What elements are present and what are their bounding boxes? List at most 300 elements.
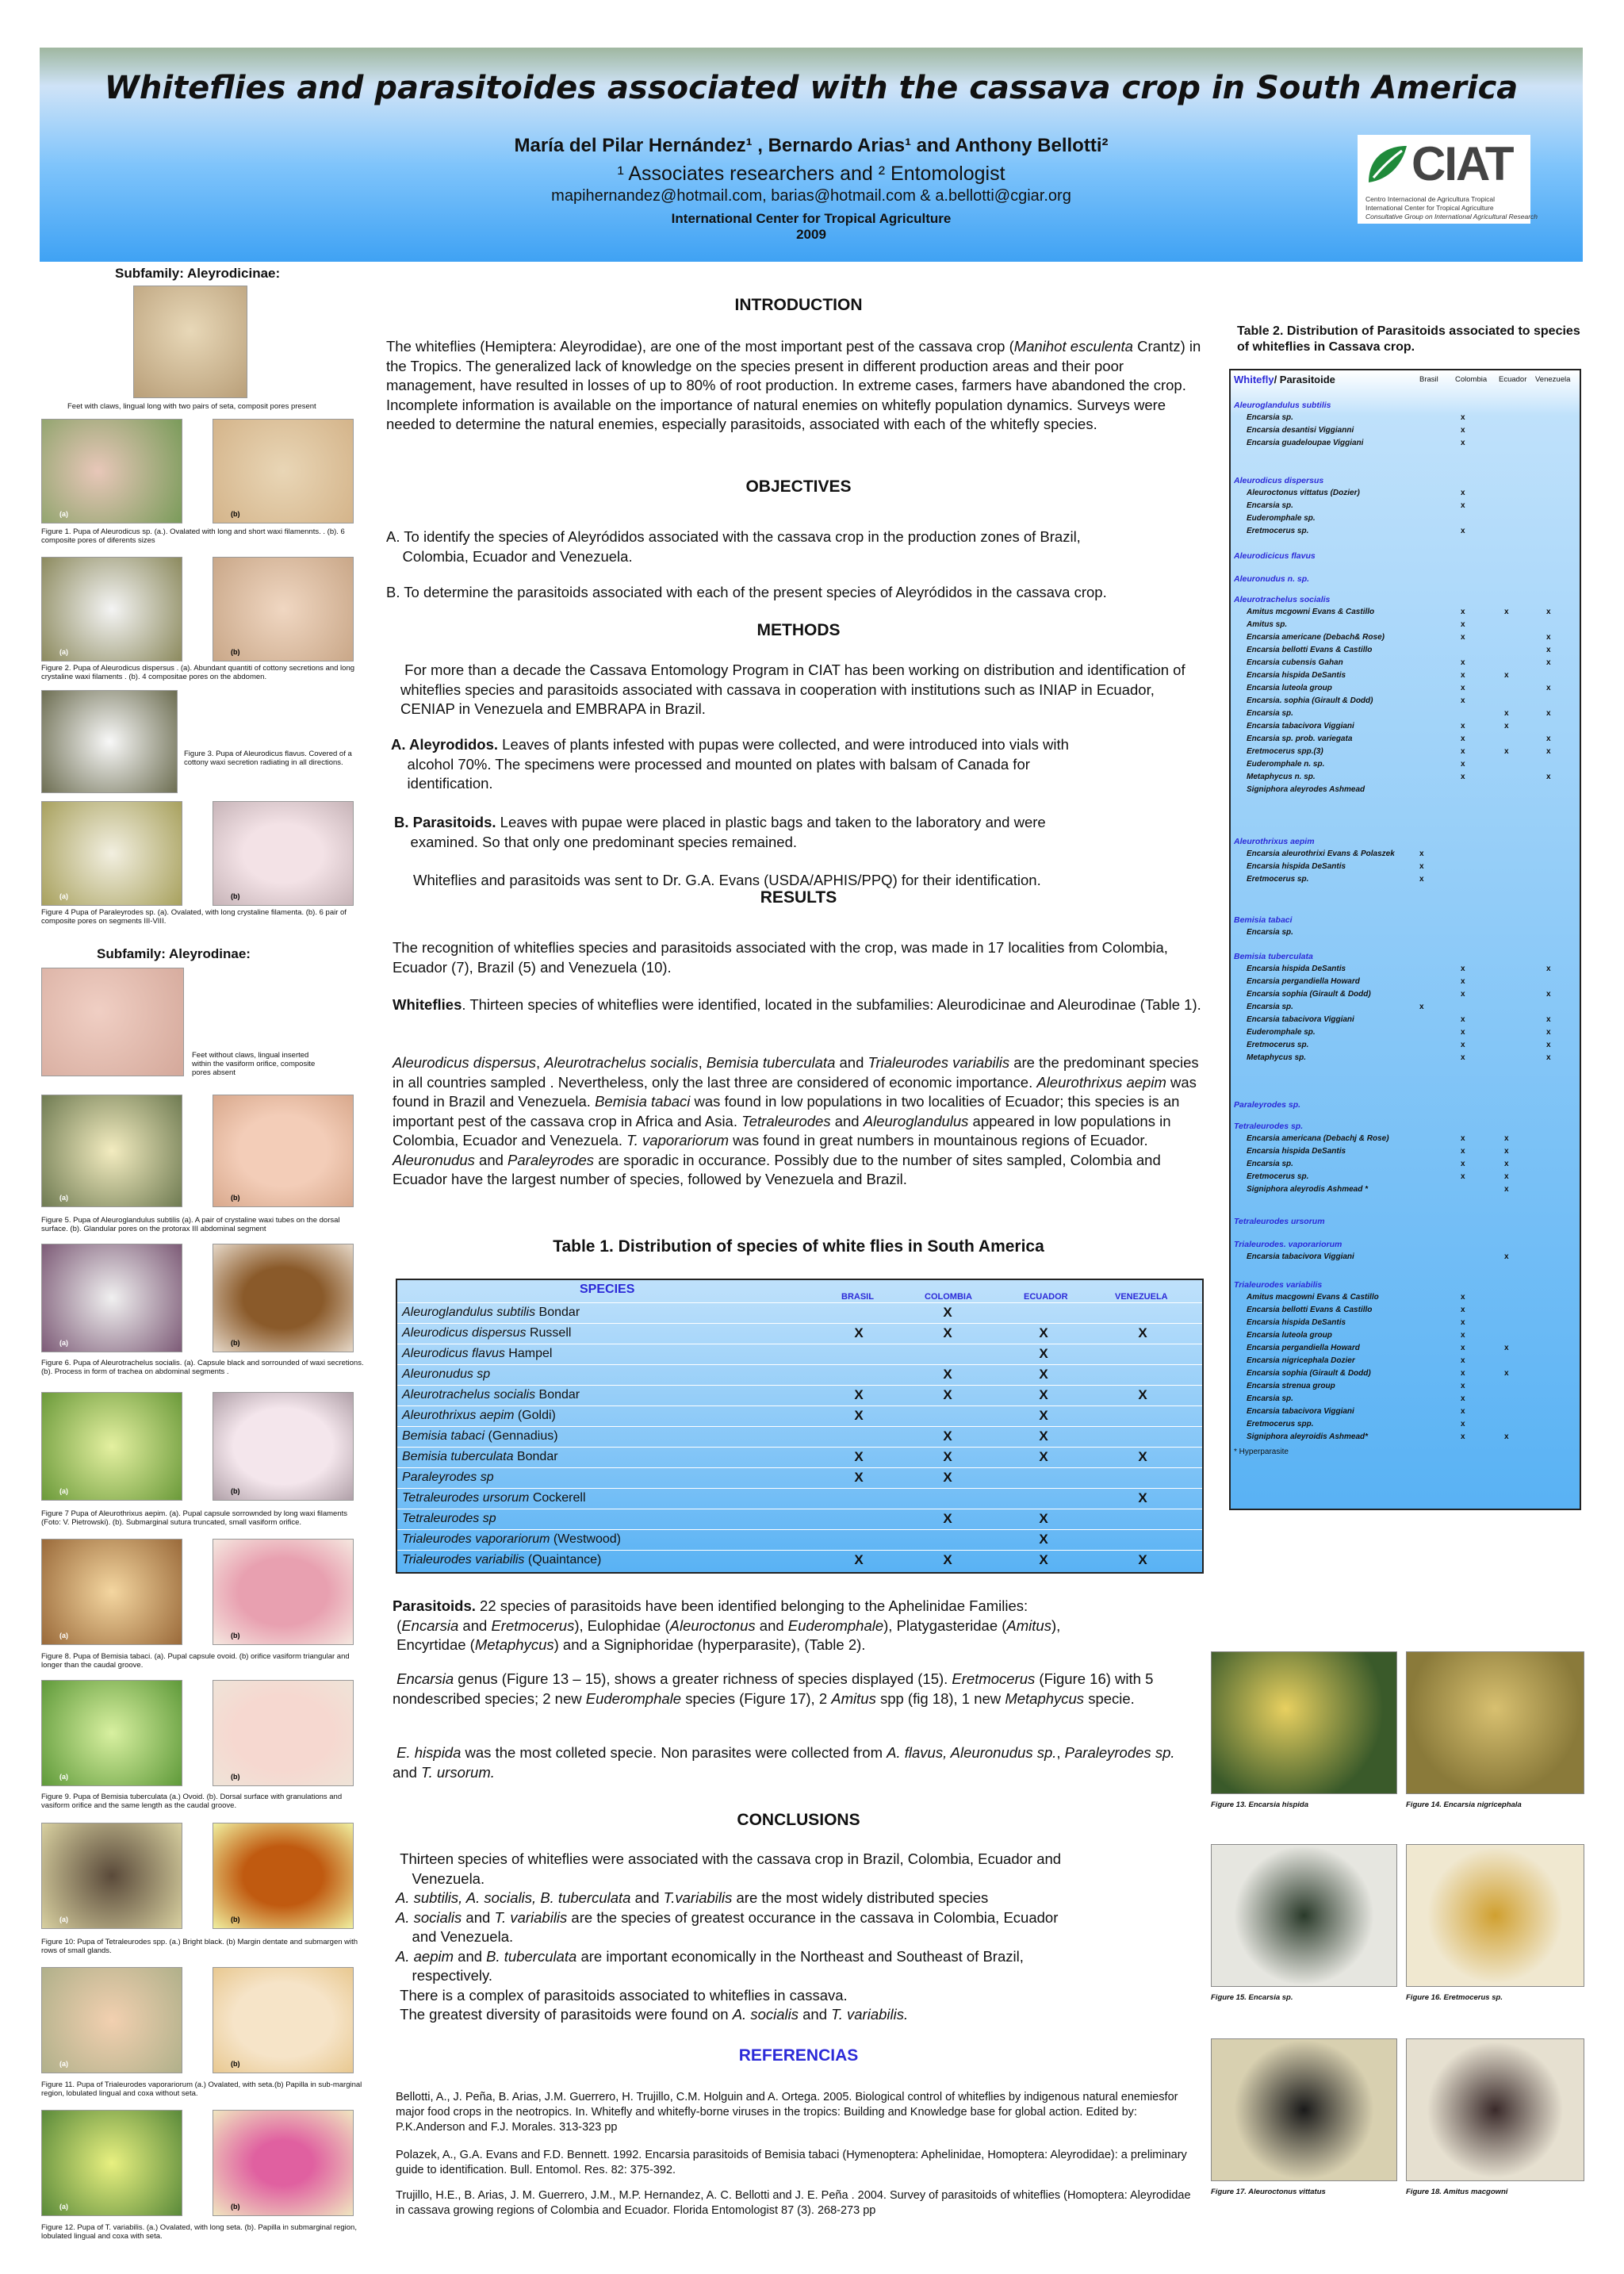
- table1-species-binomial: Aleurotrachelus socialis: [402, 1388, 536, 1402]
- table2-presence-mark: x: [1546, 709, 1551, 718]
- table2-parasitoid: Encarsia sp.: [1247, 1394, 1293, 1403]
- table2-header-brasil: Brasil: [1419, 375, 1438, 384]
- table2-header-whitefly: [1234, 374, 1335, 385]
- table1-species-name: [402, 1450, 558, 1464]
- table2-presence-mark: x: [1461, 439, 1465, 447]
- table2-presence-mark: x: [1546, 1015, 1551, 1024]
- table2-presence-mark: x: [1461, 722, 1465, 731]
- logo-text: CIAT: [1411, 137, 1513, 190]
- caption-figure-7: Figure 7 Pupa of Aleurothrixus aepim. (a). Pupal capsule sorrownded by long waxi filaments (Foto: V. Pietrowski). (b). Submarginal sutura truncated, small vasiform orifice.: [41, 1509, 348, 1527]
- table2: [1229, 369, 1581, 1510]
- logo-line-2: International Center for Tropical Agriculture: [1365, 204, 1494, 212]
- results-hispida: E. hispida was the most colleted specie. Non parasites were collected from A. flavus, Aleuronudus sp., Paraleyrodes sp. and T. ursorum.: [393, 1744, 1175, 1781]
- table1-species-binomial: Aleurothrixus aepim: [402, 1409, 515, 1422]
- table1-row: [397, 1447, 1202, 1468]
- table1-header-species: SPECIES: [580, 1283, 635, 1296]
- table2-parasitoid: Encarsia sp.: [1247, 501, 1293, 510]
- caption-figure-15: Figure 15. Encarsia sp.: [1211, 1993, 1293, 2002]
- table2-parasitoid: Encarsia tabacivora Viggiani: [1247, 1015, 1354, 1024]
- table2-parasitoid: Signiphora aleyrodis Ashmead *: [1247, 1185, 1369, 1194]
- figure-5b: (b): [213, 1095, 354, 1207]
- table1-species-author: (Gennadius): [485, 1429, 558, 1443]
- left-figure-column: [40, 266, 373, 2264]
- table2-presence-mark: x: [1461, 696, 1465, 705]
- table2-parasitoid: Encarsia sp.: [1247, 413, 1293, 422]
- table2-parasitoid: Encarsia desantisi Viggianni: [1247, 426, 1354, 435]
- results-recognition: The recognition of whiteflies species and parasitoids associated with the crop, was made in 17 localities from Colombia, Ecuador (7), Brazil (5) and Venezuela (10).: [393, 939, 1168, 976]
- table2-presence-mark: x: [1546, 646, 1551, 654]
- table2-parasitoid: Encarsia sophia (Girault & Dodd): [1247, 1369, 1371, 1378]
- caption-figure-13: Figure 13. Encarsia hispida: [1211, 1800, 1309, 1809]
- table1-species-binomial: Aleuroglandulus subtilis: [402, 1306, 536, 1319]
- table2-parasitoid: Euderomphale sp.: [1247, 514, 1316, 523]
- caption-figure-11: Figure 11. Pupa of Trialeurodes vaporariorum (a.) Ovalated, with seta.(b) Papilla in sub-marginal region, lobulated lingual and coxa without seta.: [41, 2080, 362, 2098]
- table2-presence-mark: x: [1461, 1331, 1465, 1340]
- table2-presence-mark: x: [1504, 1369, 1509, 1378]
- table2-presence-mark: x: [1504, 1147, 1509, 1156]
- figure-3: [41, 690, 178, 793]
- table1-species-name: [402, 1347, 552, 1361]
- figure-2a: (a): [41, 557, 182, 661]
- table2-presence-mark: x: [1461, 1369, 1465, 1378]
- table2-presence-mark: x: [1461, 620, 1465, 629]
- table2-presence-mark: x: [1546, 773, 1551, 781]
- table1-presence-mark: X: [1138, 1325, 1147, 1340]
- table1-species-name: [402, 1553, 601, 1567]
- table2-parasitoid: Eretmocerus spp.(3): [1247, 747, 1323, 756]
- table2-parasitoid: Encarsia tabacivora Viggiani: [1247, 1252, 1354, 1261]
- caption-figure-10: Figure 10: Pupa of Tetraleurodes spp. (a.) Bright black. (b) Margin dentate and submargen with rows of small glands.: [41, 1938, 358, 1955]
- table2-presence-mark: x: [1461, 1394, 1465, 1403]
- table2-presence-mark: x: [1461, 527, 1465, 535]
- table2-whitefly-group: Trialeurodes. vaporariorum: [1234, 1240, 1342, 1249]
- table2-parasitoid: Encarsia bellotti Evans & Castillo: [1247, 646, 1373, 654]
- methods-identification: Whiteflies and parasitoids was sent to Dr. G.A. Evans (USDA/APHIS/PPQ) for their identification.: [413, 872, 1041, 888]
- caption-figure-9: Figure 9. Pupa of Bemisia tuberculata (a.) Ovoid. (b). Dorsal surface with granulations and vasiform orifice and the same length as the caudal groove.: [41, 1793, 343, 1810]
- caption-figure-1: Figure 1. Pupa of Aleurodicus sp. (a.). Ovalated with long and short waxi filamennts. . (b). 6 composite pores of diferents sizes: [41, 527, 345, 545]
- table1-presence-mark: X: [943, 1470, 952, 1485]
- table1-presence-mark: X: [943, 1552, 952, 1567]
- table2-presence-mark: x: [1461, 1041, 1465, 1049]
- table2-presence-mark: x: [1546, 1041, 1551, 1049]
- table1-presence-mark: X: [943, 1325, 952, 1340]
- table1-header-venezuela: VENEZUELA: [1115, 1292, 1168, 1302]
- table1-row: [397, 1488, 1202, 1509]
- table2-parasitoid: Encarsia bellotti Evans & Castillo: [1247, 1306, 1373, 1314]
- table1-presence-mark: X: [1039, 1532, 1048, 1547]
- table2-presence-mark: x: [1546, 747, 1551, 756]
- table1-species-name: [402, 1429, 558, 1444]
- table2-presence-mark: x: [1461, 1160, 1465, 1168]
- table2-parasitoid: Encarsia nigricephala Dozier: [1247, 1356, 1355, 1365]
- figure-15-photo: [1211, 1844, 1397, 1987]
- table2-presence-mark: x: [1461, 1053, 1465, 1062]
- table2-presence-mark: x: [1504, 608, 1509, 616]
- figure-4a: (a): [41, 801, 182, 906]
- table1-species-binomial: Paraleyrodes sp: [402, 1471, 494, 1484]
- table1-species-name: [402, 1471, 494, 1485]
- table2-whitefly-group: Aleuroglandulus subtilis: [1234, 401, 1331, 410]
- table2-presence-mark: x: [1546, 964, 1551, 973]
- table2-presence-mark: x: [1504, 1172, 1509, 1181]
- table2-parasitoid: Encarsia tabacivora Viggiani: [1247, 722, 1354, 731]
- logo-line-1: Centro Internacional de Agricultura Tropical: [1365, 195, 1496, 203]
- reference-2: Polazek, A., G.A. Evans and F.D. Bennett. 1992. Encarsia parasitoids of Bemisia tabaci (Hymenoptera: Aphelinidae, Homoptera: Aleyrodidae): a preliminary guide to identification. Bull. Entomol. Res. 82: 375-392.: [396, 2149, 1187, 2176]
- table1-species-author: (Westwood): [550, 1532, 621, 1546]
- table2-parasitoid: Encarsia hispida DeSantis: [1247, 1147, 1346, 1156]
- leaf-logo-icon: [1362, 141, 1410, 189]
- table1-presence-mark: X: [943, 1387, 952, 1402]
- table2-presence-mark: x: [1461, 773, 1465, 781]
- table1-row: [397, 1426, 1202, 1448]
- table2-presence-mark: x: [1546, 658, 1551, 667]
- table2-presence-mark: x: [1461, 684, 1465, 692]
- table1-species-binomial: Bemisia tuberculata: [402, 1450, 514, 1463]
- table2-parasitoid: Encarsia pergandiella Howard: [1247, 1344, 1360, 1352]
- table2-presence-mark: x: [1461, 489, 1465, 497]
- table2-parasitoid: Amitus macgowni Evans & Castillo: [1247, 1293, 1379, 1302]
- table2-header-whitefly-label: Whitefly: [1234, 374, 1274, 385]
- table2-header-venezuela: Venezuela: [1535, 375, 1571, 384]
- table2-presence-mark: x: [1504, 1432, 1509, 1441]
- table2-parasitoid: Euderomphale n. sp.: [1247, 760, 1325, 769]
- table2-presence-mark: x: [1461, 1432, 1465, 1441]
- table1-presence-mark: X: [1138, 1387, 1147, 1402]
- figure-8a: (a): [41, 1539, 182, 1645]
- table2-whitefly-group: Tetraleurodes ursorum: [1234, 1217, 1325, 1226]
- table1-presence-mark: X: [1039, 1449, 1048, 1464]
- table2-presence-mark: x: [1504, 722, 1509, 731]
- table2-parasitoid: Encarsia americana (Debachj & Rose): [1247, 1134, 1389, 1143]
- table2-presence-mark: x: [1419, 849, 1424, 858]
- table2-presence-mark: x: [1461, 990, 1465, 999]
- table2-parasitoid: Encarsia hispida DeSantis: [1247, 964, 1346, 973]
- figure-11a: (a): [41, 1967, 182, 2073]
- table1-species-binomial: Bemisia tabaci: [402, 1429, 485, 1443]
- methods-aleyrodids: A. Aleyrodidos. Leaves of plants infested with pupas were collected, and were introduced into vials with alcohol 70%. The specimens were processed and mounted on plates with balsam of Canada for identification.: [391, 736, 1069, 792]
- figure-18-photo: [1406, 2038, 1584, 2181]
- results-heading: RESULTS: [760, 888, 837, 907]
- objective-b: B. To determine the parasitoids associated with each of the present species of Aleyródidos in the cassava crop.: [386, 584, 1107, 600]
- caption-figure-5: Figure 5. Pupa of Aleuroglandulus subtilis (a). A pair of crystaline waxi tubes on the dorsal surface. (b). Glandular pores on the protorax III abdominal segment: [41, 1216, 340, 1233]
- table1-presence-mark: X: [1138, 1449, 1147, 1464]
- table1-presence-mark: X: [943, 1428, 952, 1444]
- caption-figure-12: Figure 12. Pupa of T. variabilis. (a.) Ovalated, with long seta. (b). Papilla in submarginal region, lobulated lingual and coxa with seta.: [41, 2223, 357, 2241]
- results-species: Aleurodicus dispersus, Aleurotrachelus socialis, Bemisia tuberculata and Trialeurodes variabilis are the predominant species in all countries sampled . Nevertheless, only the last three are considered of economic importance. Aleurothrixus aepim was found in Brazil and Venezuela. Bemisia tabaci was found in low populations in two localities of Ecuador; this species is an important pest of the cassava crop in Africa and Asia. Tetraleurodes and Aleuroglandulus appeared in low populations in Colombia, Ecuador and Venezuela. T. vaporariorum was found in great numbers in mountainous regions of Ecuador. Aleuronudus and Paraleyrodes are sporadic in occurance. Possibly due to the number of sites sampled, Colombia and Ecuador have the largest number of species, followed by Venezuela and Brazil.: [393, 1054, 1199, 1187]
- table2-parasitoid: Aleuroctonus vittatus (Dozier): [1247, 489, 1360, 497]
- table1-presence-mark: X: [854, 1552, 864, 1567]
- table1-presence-mark: X: [854, 1408, 864, 1423]
- table2-parasitoid: Encarsia strenua group: [1247, 1382, 1335, 1390]
- table2-presence-mark: x: [1461, 1382, 1465, 1390]
- table2-presence-mark: x: [1461, 1306, 1465, 1314]
- table2-parasitoid: Encarsia americane (Debach& Rose): [1247, 633, 1385, 642]
- table2-presence-mark: x: [1504, 747, 1509, 756]
- table1-presence-mark: X: [1039, 1552, 1048, 1567]
- reference-3: Trujillo, H.E., B. Arias, J. M. Guerrero, J.M., M.P. Hernandez, A. C. Bellotti and J. E. Peña . 2004. Survey of parasitoids of whiteflies (Homoptera: Aleyrodidae in cassava growing regions of Colombia and Ecuador. Florida Entomologist 87 (3). 268-273 pp: [396, 2189, 1191, 2217]
- figure-1a: (a): [41, 419, 182, 523]
- results-parasitoids: Parasitoids. 22 species of parasitoids have been identified belonging to the Aphelinidae Families: (Encarsia and Eretmocerus), Eulophidae (Aleuroctonus and Euderomphale), Platygasteridae (Amitus), Encyrtidae (Metaphycus) and a Signiphoridae (hyperparasite), (Table 2).: [393, 1597, 1061, 1653]
- table1-species-author: Cockerell: [529, 1491, 586, 1505]
- table1-species-author: Russell: [526, 1326, 572, 1340]
- objective-a: A. To identify the species of Aleyródidos associated with the cassava crop in the production zones of Brazil, Colombia, Ecuador and Venezuela.: [386, 528, 1081, 565]
- table2-presence-mark: x: [1461, 658, 1465, 667]
- year: 2009: [796, 227, 826, 242]
- poster-title: Whiteflies and parasitoides associated with the cassava crop in South America: [104, 70, 1519, 106]
- table2-presence-mark: x: [1504, 1344, 1509, 1352]
- table2-parasitoid: Eretmocerus sp.: [1247, 1041, 1309, 1049]
- table1-species-name: [402, 1326, 571, 1340]
- figure-9a: (a): [41, 1680, 182, 1786]
- figure-16-photo: [1406, 1844, 1584, 1987]
- methods-intro: For more than a decade the Cassava Entomology Program in CIAT has been working on distribution and identification of whiteflies species and parasitoids associated with cassava in cooperation with institutions such as INIAP in Ecuador, CENIAP in Venezuela and EMBRAPA in Brazil.: [400, 661, 1185, 717]
- table1-species-name: [402, 1409, 556, 1423]
- table2-presence-mark: x: [1461, 1134, 1465, 1143]
- table2-presence-mark: x: [1419, 862, 1424, 871]
- table2-presence-mark: x: [1461, 1147, 1465, 1156]
- table1-title: Table 1. Distribution of species of white flies in South America: [553, 1237, 1044, 1256]
- table2-presence-mark: x: [1546, 1053, 1551, 1062]
- table1-species-name: [402, 1388, 580, 1402]
- figure-13-photo: [1211, 1651, 1397, 1794]
- figure-6a: (a): [41, 1244, 182, 1352]
- table1-species-binomial: Tetraleurodes sp: [402, 1512, 496, 1525]
- table1-presence-mark: X: [854, 1387, 864, 1402]
- table2-whitefly-group: Aleurodicus dispersus: [1234, 476, 1324, 485]
- table1-species-binomial: Aleuronudus sp: [402, 1367, 491, 1381]
- table2-whitefly-group: Tetraleurodes sp.: [1234, 1122, 1304, 1131]
- caption-figure-6: Figure 6. Pupa of Aleurotrachelus socialis. (a). Capsule black and sorrounded of waxi secretions. (b). Process in form of trachea on abdominal segments .: [41, 1359, 364, 1376]
- table1-presence-mark: X: [1039, 1346, 1048, 1361]
- table2-parasitoid: Metaphycus n. sp.: [1247, 773, 1316, 781]
- table2-whitefly-group: Aleuronudus n. sp.: [1234, 574, 1310, 584]
- table1-species-name: [402, 1532, 621, 1547]
- table1-presence-mark: X: [1039, 1428, 1048, 1444]
- table2-presence-mark: x: [1546, 608, 1551, 616]
- results-encarsia: Encarsia genus (Figure 13 – 15), shows a greater richness of species displayed (15). Eretmocerus (Figure 16) with 5 nondescribed species; 2 new Euderomphale species (Figure 17), 2 Amitus spp (fig 18), 1 new Metaphycus specie.: [393, 1670, 1154, 1707]
- table2-presence-mark: x: [1461, 1420, 1465, 1428]
- table1-species-name: [402, 1491, 586, 1505]
- table2-parasitoid: Encarsia luteola group: [1247, 1331, 1332, 1340]
- table2-parasitoid: Encarsia aleurothrixi Evans & Polaszek: [1247, 849, 1395, 858]
- figure-10b: (b): [213, 1823, 354, 1929]
- table2-parasitoid: Encarsia hispida DeSantis: [1247, 1318, 1346, 1327]
- table2-whitefly-group: Paraleyrodes sp.: [1234, 1100, 1301, 1110]
- table2-parasitoid: Encarsia sp.: [1247, 1160, 1293, 1168]
- figure-8b: (b): [213, 1539, 354, 1645]
- table1-row: [397, 1509, 1202, 1530]
- table2-title: Table 2. Distribution of Parasitoids associated to species of whiteflies in Cassava crop.: [1237, 324, 1580, 354]
- table2-presence-mark: x: [1461, 1015, 1465, 1024]
- table1-species-name: [402, 1306, 580, 1320]
- figure-5a: (a): [41, 1095, 182, 1207]
- table2-presence-mark: x: [1461, 608, 1465, 616]
- table2-presence-mark: x: [1461, 1356, 1465, 1365]
- table2-parasitoid: Euderomphale sp.: [1247, 1028, 1316, 1037]
- figure-12b: (b): [213, 2110, 354, 2216]
- references-heading: REFERENCIAS: [738, 2046, 859, 2065]
- caption-figure-8: Figure 8. Pupa of Bemisia tabaci. (a). Pupal capsule ovoid. (b) orifice vasiform triangular and longer than the caudal groove.: [41, 1652, 350, 1670]
- table2-parasitoid: Encarsia cubensis Gahan: [1247, 658, 1343, 667]
- table2-header-parasitoide-label: / Parasitoide: [1274, 374, 1335, 385]
- table2-parasitoid: Eretmocerus spp.: [1247, 1420, 1314, 1428]
- figure-14-photo: [1406, 1651, 1584, 1794]
- table1-presence-mark: X: [1039, 1367, 1048, 1382]
- caption-figure-4: Figure 4 Pupa of Paraleyrodes sp. (a). Ovalated, with long crystaline filamenta. (b). 6 pair of composite pores on segments III-VIII.: [41, 908, 347, 926]
- table1-species-author: (Quaintance): [524, 1553, 602, 1566]
- table2-parasitoid: Encarsia tabacivora Viggiani: [1247, 1407, 1354, 1416]
- figure-7b: (b): [213, 1392, 354, 1501]
- table2-presence-mark: x: [1504, 671, 1509, 680]
- table1-species-author: Hampel: [504, 1347, 553, 1360]
- table2-parasitoid: Encarsia sp.: [1247, 1003, 1293, 1011]
- table2-presence-mark: x: [1546, 684, 1551, 692]
- emails: mapihernandez@hotmail.com, barias@hotmail.com & a.bellotti@cgiar.org: [551, 187, 1071, 205]
- table1: [396, 1279, 1204, 1574]
- table2-parasitoid: Encarsia hispida DeSantis: [1247, 862, 1346, 871]
- table1-presence-mark: X: [943, 1511, 952, 1526]
- table2-parasitoid: Eretmocerus sp.: [1247, 875, 1309, 884]
- table1-presence-mark: X: [1039, 1408, 1048, 1423]
- table2-parasitoid: Encarsia hispida DeSantis: [1247, 671, 1346, 680]
- logo-line-3: Consultative Group on International Agricultural Research: [1365, 213, 1538, 220]
- figure-feet-claws: [133, 286, 247, 398]
- table1-species-binomial: Trialeurodes vaporariorum: [402, 1532, 550, 1546]
- table2-presence-mark: x: [1546, 1028, 1551, 1037]
- table2-presence-mark: x: [1461, 501, 1465, 510]
- figure-11b: (b): [213, 1967, 354, 2073]
- table2-presence-mark: x: [1546, 990, 1551, 999]
- table1-presence-mark: X: [943, 1449, 952, 1464]
- caption-feet-no-claws: Feet without claws, lingual inserted within the vasiform orifice, composite pores absent: [192, 1051, 316, 1077]
- table1-presence-mark: X: [943, 1305, 952, 1320]
- table2-whitefly-group: Aleurotrachelus socialis: [1234, 595, 1331, 604]
- figure-9b: (b): [213, 1680, 354, 1786]
- table2-presence-mark: x: [1461, 1172, 1465, 1181]
- figure-12a: (a): [41, 2110, 182, 2216]
- table1-presence-mark: X: [1039, 1511, 1048, 1526]
- table1-presence-mark: X: [1039, 1325, 1048, 1340]
- table2-presence-mark: x: [1461, 760, 1465, 769]
- table2-parasitoid: Encarsia sp.: [1247, 928, 1293, 937]
- table2-note: * Hyperparasite: [1234, 1448, 1289, 1456]
- table1-presence-mark: X: [1138, 1552, 1147, 1567]
- figure-17-photo: [1211, 2038, 1397, 2181]
- table2-presence-mark: x: [1461, 734, 1465, 743]
- table2-header-ecuador: Ecuador: [1499, 375, 1527, 384]
- institution: International Center for Tropical Agriculture: [671, 211, 952, 226]
- figure-2b: (b): [213, 557, 354, 661]
- table1-presence-mark: X: [854, 1449, 864, 1464]
- caption-figure-2: Figure 2. Pupa of Aleurodicus dispersus . (a). Abundant quantiti of cottony secretions and long crystaline waxi filaments . (b). 4 compositae pores on the abdomen.: [41, 664, 355, 681]
- authors: María del Pilar Hernández¹ , Bernardo Arias¹ and Anthony Bellotti²: [514, 135, 1109, 156]
- figure-4b: (b): [213, 801, 354, 906]
- table2-presence-mark: x: [1504, 1134, 1509, 1143]
- results-whiteflies: Whiteflies. Thirteen species of whiteflies were identified, located in the subfamilies: Aleurodicinae and Aleurodinae (Table 1).: [393, 996, 1201, 1013]
- table2-presence-mark: x: [1461, 671, 1465, 680]
- table2-whitefly-group: Trialeurodes variabilis: [1234, 1280, 1323, 1290]
- caption-figure-18: Figure 18. Amitus macgowni: [1406, 2188, 1508, 2196]
- table2-presence-mark: x: [1461, 1318, 1465, 1327]
- methods-parasitoids: B. Parasitoids. Leaves with pupae were placed in plastic bags and taken to the laboratory and were examined. So that only one predominant species remained.: [394, 814, 1046, 850]
- table2-parasitoid: Signiphora aleyrodes Ashmead: [1247, 785, 1365, 794]
- table1-row: [397, 1323, 1202, 1344]
- table1-row: [397, 1529, 1202, 1551]
- figure-6b: (b): [213, 1244, 354, 1352]
- table2-presence-mark: x: [1461, 747, 1465, 756]
- caption-figure-3: Figure 3. Pupa of Aleurodicus flavus. Covered of a cottony waxi secretion radiating in all directions.: [184, 750, 352, 767]
- table2-whitefly-group: Bemisia tabaci: [1234, 915, 1293, 925]
- table2-whitefly-group: Bemisia tuberculata: [1234, 952, 1313, 961]
- caption-figure-16: Figure 16. Eretmocerus sp.: [1406, 1993, 1503, 2002]
- subfamily-heading-2: Subfamily: Aleyrodinae:: [97, 946, 251, 961]
- table2-presence-mark: x: [1461, 633, 1465, 642]
- table2-presence-mark: x: [1461, 413, 1465, 422]
- caption-feet-claws: Feet with claws, lingual long with two pairs of seta, composit pores present: [67, 402, 316, 411]
- table2-parasitoid: Metaphycus sp.: [1247, 1053, 1307, 1062]
- conclusions-text: Thirteen species of whiteflies were associated with the cassava crop in Brazil, Colombia, Ecuador and Venezuela. A. subtilis, A. socialis, B. tuberculata and T.variabilis are the most widely distributed species A. socialis and T. variabilis are the species of greatest occurance in the cassava in Colombia, Ecuador and Venezuela. A. aepim and B. tuberculata are important economically in the Northeast and Southeast of Brazil, respectively. There is a complex of parasitoids associated to whiteflies in cassava. The greatest diversity of parasitoids were found on A. socialis and T. variabilis.: [396, 1850, 1062, 2023]
- table2-presence-mark: x: [1461, 964, 1465, 973]
- methods-heading: METHODS: [756, 621, 841, 639]
- table2-parasitoid: Signiphora aleyroidis Ashmead*: [1247, 1432, 1369, 1441]
- table1-header-brasil: BRASIL: [841, 1292, 874, 1302]
- table1-row: [397, 1364, 1202, 1386]
- table2-presence-mark: x: [1546, 633, 1551, 642]
- table1-row: [397, 1385, 1202, 1406]
- table2-parasitoid: Encarsia sp. prob. variegata: [1247, 734, 1353, 743]
- table1-species-name: [402, 1512, 496, 1526]
- table2-parasitoid: Amitus sp.: [1247, 620, 1288, 629]
- table2-parasitoid: Eretmocerus sp.: [1247, 527, 1309, 535]
- table2-presence-mark: x: [1461, 426, 1465, 435]
- table2-presence-mark: x: [1546, 734, 1551, 743]
- table1-species-binomial: Aleurodicus dispersus: [402, 1326, 527, 1340]
- table2-presence-mark: x: [1461, 1293, 1465, 1302]
- table1-species-name: [402, 1367, 490, 1382]
- table2-parasitoid: Encarsia pergandiella Howard: [1247, 977, 1360, 986]
- table1-species-author: Bondar: [513, 1450, 558, 1463]
- table1-presence-mark: X: [854, 1470, 864, 1485]
- table1-species-author: (Goldi): [514, 1409, 556, 1422]
- table1-presence-mark: X: [1138, 1490, 1147, 1505]
- table1-presence-mark: X: [854, 1325, 864, 1340]
- conclusions-heading: CONCLUSIONS: [737, 1811, 860, 1829]
- ciat-logo: [1358, 135, 1538, 224]
- table1-row: [397, 1467, 1202, 1489]
- table2-parasitoid: Encarsia luteola group: [1247, 684, 1332, 692]
- table2-presence-mark: x: [1419, 875, 1424, 884]
- table2-header-colombia: Colombia: [1455, 375, 1488, 384]
- table1-species-binomial: Aleurodicus flavus: [402, 1347, 505, 1360]
- table2-presence-mark: x: [1461, 977, 1465, 986]
- table2-parasitoid: Encarsia guadeloupae Viggiani: [1247, 439, 1364, 447]
- table1-row: [397, 1405, 1202, 1427]
- table2-presence-mark: x: [1504, 1185, 1509, 1194]
- reference-1: Bellotti, A., J. Peña, B. Arias, J.M. Guerrero, H. Trujillo, C.M. Holguin and A. Ortega. 2005. Biological control of whiteflies by indigenous natural enemiesfor major food crops in the neotropics. In. Whitefly and whitefly-borne viruses in the tropics: Building and Knowledge base for global action. Edited by: P.K.Anderson and F.J. Morales. 313-323 pp: [396, 2091, 1178, 2134]
- table2-presence-mark: x: [1419, 1003, 1424, 1011]
- table1-header-colombia: COLOMBIA: [925, 1292, 972, 1302]
- table1-species-author: Bondar: [535, 1388, 580, 1402]
- table1-row: [397, 1550, 1202, 1571]
- table1-species-binomial: Tetraleurodes ursorum: [402, 1491, 530, 1505]
- figure-10a: (a): [41, 1823, 182, 1929]
- figure-1b: (b): [213, 419, 354, 523]
- table2-parasitoid: Encarsia sophia (Girault & Dodd): [1247, 990, 1371, 999]
- table1-row: [397, 1302, 1202, 1324]
- subfamily-heading-1: Subfamily: Aleyrodicinae:: [115, 266, 281, 281]
- caption-figure-17: Figure 17. Aleuroctonus vittatus: [1211, 2188, 1326, 2196]
- table2-presence-mark: x: [1461, 1028, 1465, 1037]
